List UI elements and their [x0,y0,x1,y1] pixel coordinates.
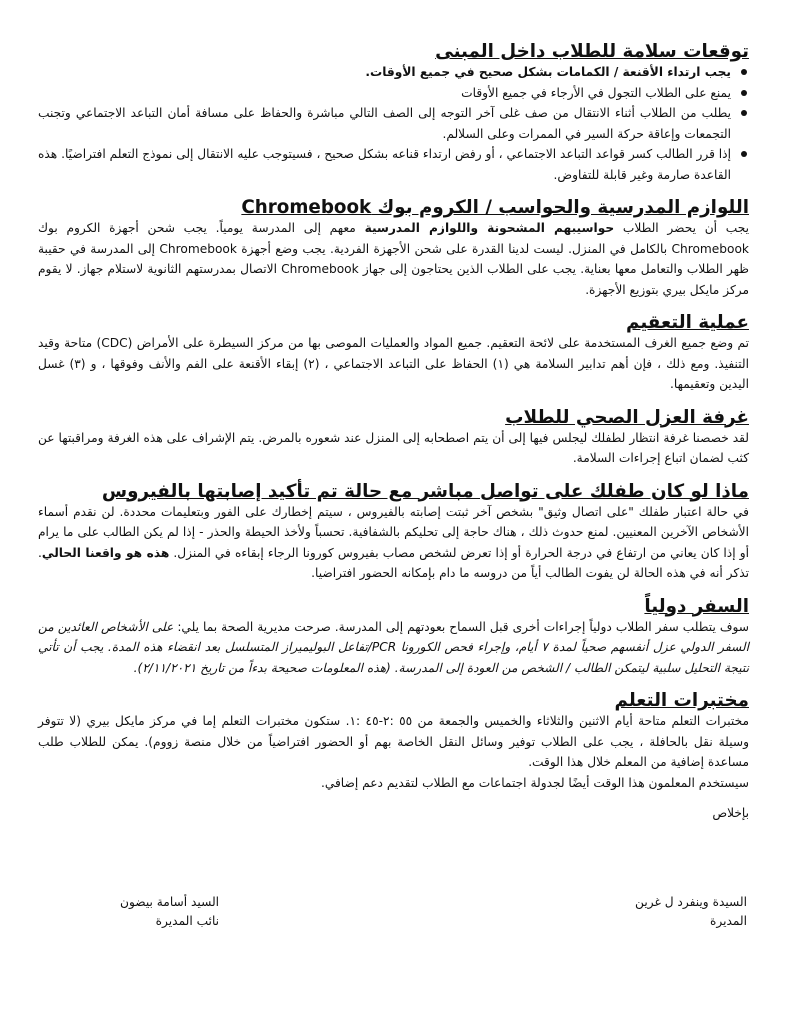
chromebook-paragraph: يجب أن يحضر الطلاب حواسيبهم المشحونة واللوازم المدرسية معهم إلى المدرسة يومياً. يجب شحن أجهزة الكروم بوك Chromebook بالكامل في المنزل. ليست لدينا القدرة على شحن الأجهزة الفردية. يجب وضع أجهزة Chromebook إلى المدرسة في حقيبة ظهر الطلاب والتعامل معها بعناية. يجب على الطلاب الذين يحتاجون إلى جهاز Chromebook الاتصال بمدرستهم الثانوية لاستلام جهاز. لا يقوم مركز مايكل بيري بتوزيع الأجهزة. [38,221,749,297]
vice-principal-title: نائب المديرة [155,914,220,928]
signoff: بإخلاص [712,806,749,820]
labs-section [38,691,749,793]
sterilization-paragraph: تم وضع جميع الغرف المستخدمة على لائحة التعقيم. جميع المواد والعمليات الموصى بها من مركز السيطرة على الأمراض (CDC) متاحة وقيد التنفيذ. ومع ذلك ، فإن أهم تدابير السلامة هي (١) الحفاظ على التباعد الاجتماعي ، (٢) إبقاء الأقنعة على الفم والأنف وفوقها ، و (٣) غسل اليدين وتعقيمها. [38,336,749,391]
signature-vice-principal [120,893,219,931]
principal-title: المديرة [709,914,747,928]
list-item: يمنع على الطلاب التجول في الأرجاء في جميع الأوقات [38,83,731,104]
labs-paragraph-1: مختبرات التعلم متاحة أيام الاثنين والثلاثاء والخميس والجمعة من ٥٥ :٢-٤٥ :١. ستكون مختبرات التعلم إما في مركز مايكل بيري (لا تتوفر وسيلة نقل بالحافلة ، يجب على الطلاب توفير وسائل النقل الخاصة بهم أو الحضور افتراضياً من خلال منصة زووم). يمكن للطلاب طلب مساعدة إضافية من المعلم خلال هذا الوقت. [38,714,749,769]
bullet-icon [741,90,747,96]
exposure-paragraph: في حالة اعتبار طفلك "على اتصال وثيق" بشخص آخر ثبتت إصابته بالفيروس ، سيتم إخطارك على الفور وبتعليمات محددة. لن نقدم أسماء الأشخاص الآخرين المعنيين. لمنع حدوث ذلك ، هناك حاجة إلى تحليكم بالشفافية. تحسباً ولأخذ الحيطة والحذر - إذا لم يكن الطالب على ما يرام أو إذا كان يعاني من ارتفاع في درجة الحرارة أو إذا تعرض لشخص مصاب بفيروس كورونا الرجاء إبقاءه في المنزل. هذه هو واقعنا الحالي. تذكر أنه في هذه الحالة لن يفوت الطالب أياً من دروسه ما دام بإمكانه الحضور افتراضيا. [38,504,749,580]
isolation-paragraph: لقد خصصنا غرفة انتظار لطفلك ليجلس فيها إلى أن يتم اصطحابه إلى المنزل عند شعوره بالمرض. يتم الإشراف على هذه الغرفة ومراقبتها عن كثب لضمان اتباع إجراءات السلامة. [38,430,749,465]
sterilization-heading: عملية التعقيم [626,312,749,333]
bullet-icon [741,69,747,75]
safety-list [38,62,749,185]
travel-section [38,597,749,679]
bullet-icon [741,110,747,116]
isolation-heading: غرفة العزل الصحي للطلاب [505,406,749,428]
travel-paragraph: سوف يتطلب سفر الطلاب دولياً إجراءات أخرى قبل السماح بعودتهم إلى المدرسة. صرحت مديرية الصحة بما يلي: على الأشخاص العائدين من السفر الدولي عزل أنفسهم صحياً لمدة ٧ أيام، وإجراء فحص الكورونا PCR/تفاعل البوليميراز المتسلسل بعد انقضاء هذه المدة. يجب أن تأتي نتيجة التحليل سلبية ليتمكن الطالب / الشخص من العودة إلى المدرسة. (هذه المعلومات صحيحة بدءاً من تاريخ ٢/١١/٢٠٢١). [38,619,749,675]
vice-principal-name: السيد أسامة بيضون [120,895,220,909]
signatures [120,893,747,931]
chromebook-heading: اللوازم المدرسية والحواسب / الكروم بوك Chromebook [241,197,749,218]
travel-heading: السفر دولياً [644,595,749,617]
bullet-icon [741,151,747,157]
principal-name: السيدة وينفرد ل غرين [635,895,747,909]
labs-heading: مختبرات التعلم [614,690,749,711]
safety-heading: توقعات سلامة للطلاب داخل المبنى [435,41,749,62]
safety-section [38,42,749,185]
list-item: يجب ارتداء الأقنعة / الكمامات بشكل صحيح في جميع الأوقات. [38,62,731,83]
exposure-heading: ماذا لو كان طفلك على تواصل مباشر مع حالة تم تأكيد إصابتها بالفيروس [101,480,749,502]
list-item: إذا قرر الطالب كسر قواعد التباعد الاجتماعي ، أو رفض ارتداء قناعه بشكل صحيح ، فسيتوجب عليه الانتقال إلى نموذج التعلم افتراضيًا. هذه القاعدة صارمة وغير قابلة للتفاوض. [38,144,731,185]
exposure-section [38,482,749,584]
labs-paragraph-2: سيستخدم المعلمون هذا الوقت أيضًا لجدولة اجتماعات مع الطلاب لتقديم دعم إضافي. [320,775,749,790]
isolation-section [38,408,749,469]
list-item: يطلب من الطلاب أثناء الانتقال من صف غلى آخر التوجه إلى الصف التالي مباشرة والحفاظ على مسافة أمان التباعد الاجتماعي وتجنب التجمعات وإعاقة حركة السير في الممرات وعلى السلالم. [38,103,731,144]
signature-principal [635,893,747,931]
sterilization-section [38,313,749,395]
chromebook-section [38,198,749,300]
